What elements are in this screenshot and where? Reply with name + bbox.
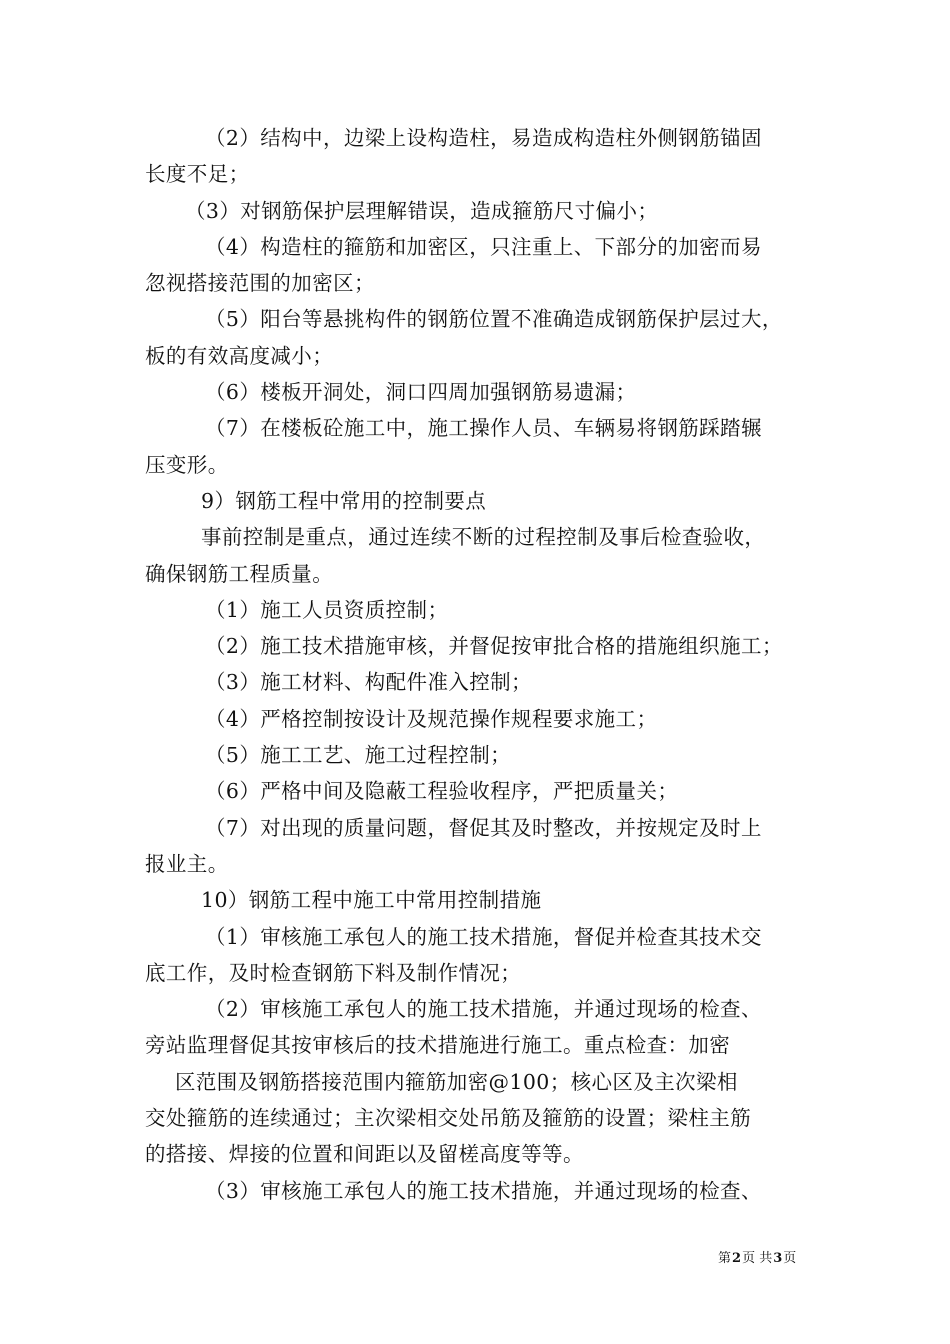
text-line: （7）在楼板砼施工中，施工操作人员、车辆易将钢筋踩踏辗 xyxy=(205,416,762,441)
section-heading: 10）钢筋工程中施工中常用控制措施 xyxy=(201,888,542,913)
footer-prefix: 第 xyxy=(718,1251,732,1266)
text-line: 区范围及钢筋搭接范围内箍筋加密@100；核心区及主次梁相 xyxy=(175,1069,738,1094)
text-line: 交处箍筋的连续通过；主次梁相交处吊筋及箍筋的设置；梁柱主筋 xyxy=(145,1106,752,1131)
text-line: （3）对钢筋保护层理解错误，造成箍筋尺寸偏小； xyxy=(185,198,659,223)
text-line: （3）审核施工承包人的施工技术措施，并通过现场的检查、 xyxy=(205,1178,762,1203)
text-line: 旁站监理督促其按审核后的技术措施进行施工。重点检查：加密 xyxy=(145,1033,731,1058)
footer-middle: 页 共 xyxy=(742,1251,773,1266)
document-body xyxy=(145,120,820,1209)
text-line: 忽视搭接范围的加密区； xyxy=(145,271,375,296)
text-line: （4）构造柱的箍筋和加密区，只注重上、下部分的加密而易 xyxy=(205,234,762,259)
footer-suffix: 页 xyxy=(783,1251,797,1266)
text-line: 底工作，及时检查钢筋下料及制作情况； xyxy=(145,960,522,985)
text-line: 板的有效高度减小； xyxy=(145,343,334,368)
text-line: 事前控制是重点，通过连续不断的过程控制及事后检查验收， xyxy=(201,525,766,550)
text-line: （2）施工技术措施审核，并督促按审批合格的措施组织施工； xyxy=(205,634,783,659)
footer-page-number: 2 xyxy=(732,1251,742,1266)
text-line: （1）施工人员资质控制； xyxy=(205,597,449,622)
section-heading: 9）钢筋工程中常用的控制要点 xyxy=(201,488,487,513)
text-line: （2）结构中，边梁上设构造柱，易造成构造柱外侧钢筋锚固 xyxy=(205,126,762,150)
text-line: （5）施工工艺、施工过程控制； xyxy=(205,743,512,768)
text-line: （7）对出现的质量问题，督促其及时整改，并按规定及时上 xyxy=(205,815,762,840)
text-line: （4）严格控制按设计及规范操作规程要求施工； xyxy=(205,706,658,731)
text-line: 确保钢筋工程质量。 xyxy=(145,561,334,586)
footer-total-pages: 3 xyxy=(773,1251,783,1266)
text-line: （6）严格中间及隐蔽工程验收程序，严把质量关； xyxy=(205,779,679,804)
text-line: （6）楼板开洞处，洞口四周加强钢筋易遗漏； xyxy=(205,380,637,405)
text-line: （2）审核施工承包人的施工技术措施，并通过现场的检查、 xyxy=(205,997,762,1022)
text-line: 报业主。 xyxy=(145,851,229,876)
text-line: （5）阳台等悬挑构件的钢筋位置不准确造成钢筋保护层过大， xyxy=(205,307,783,332)
text-line: 的搭接、焊接的位置和间距以及留槎高度等等。 xyxy=(145,1142,584,1167)
text-line: （3）施工材料、构配件准入控制； xyxy=(205,670,532,695)
page-number-footer xyxy=(718,1247,796,1266)
text-line: （1）审核施工承包人的施工技术措施，督促并检查其技术交 xyxy=(205,924,762,949)
text-line: 压变形。 xyxy=(145,452,229,477)
text-line: 长度不足； xyxy=(145,162,250,187)
